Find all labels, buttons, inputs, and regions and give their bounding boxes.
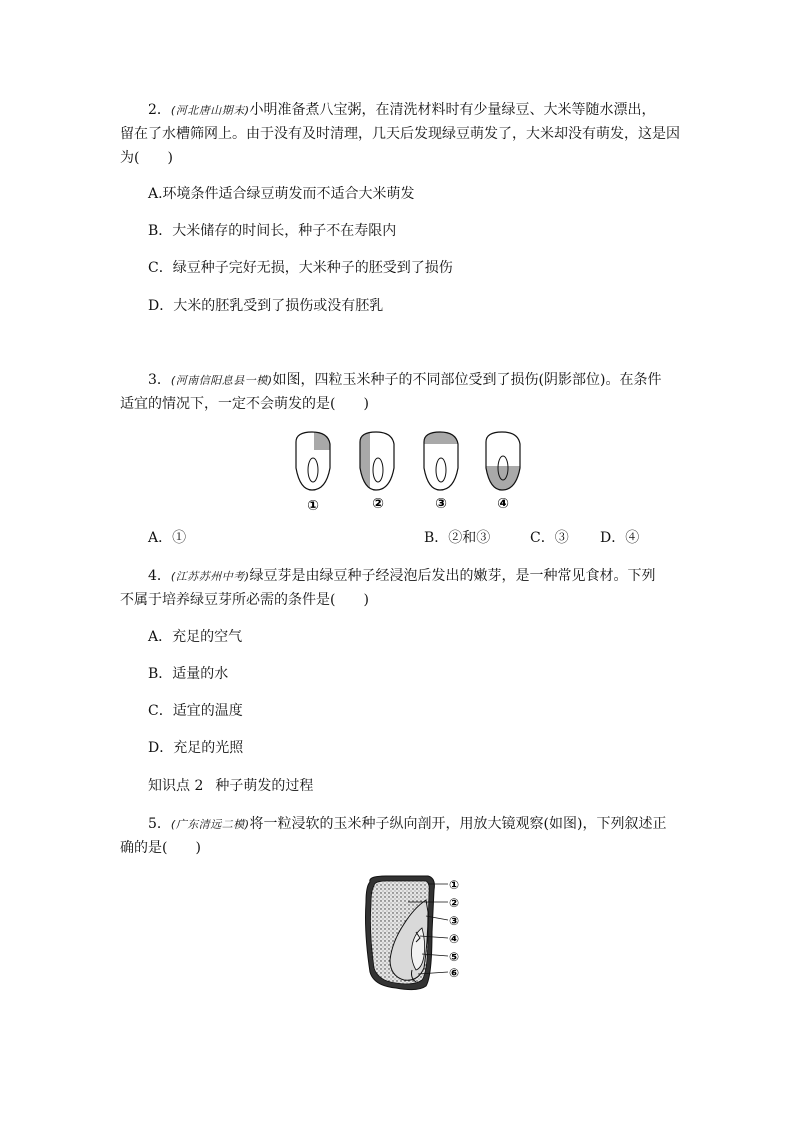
knowledge-point-title: 种子萌发的过程: [215, 778, 314, 794]
seed-label-1: ①: [307, 498, 319, 514]
diagram-label-5: ⑤: [449, 950, 460, 964]
q3-option-b: B．②和③: [424, 530, 491, 546]
q3-stem-2: 适宜的情况下，一定不会萌发的是( ): [120, 396, 369, 412]
q2-option-d: D．大米的胚乳受到了损伤或没有胚乳: [148, 298, 384, 314]
q5-line-1: [148, 814, 666, 835]
diagram-label-1: ①: [449, 878, 460, 892]
diagram-label-6: ⑥: [449, 966, 460, 980]
q3-source: (河南信阳息县一模): [170, 374, 273, 387]
corn-seed-1: [296, 428, 334, 490]
seed-label-4: ④: [497, 496, 509, 512]
q5-stem-1: 将一粒浸软的玉米种子纵向剖开，用放大镜观察(如图)，下列叙述正: [249, 816, 667, 832]
q3-option-a: A．①: [148, 530, 187, 546]
q5-stem-2: 确的是( ): [120, 840, 201, 856]
q3-option-d: D．④: [600, 530, 640, 546]
q2-source: (河北唐山期末): [170, 104, 250, 117]
q2-option-c: C．绿豆种子完好无损，大米种子的胚受到了损伤: [148, 260, 453, 276]
diagram-label-2: ②: [449, 896, 460, 910]
q3-number: 3．: [148, 372, 171, 388]
seed-label-2: ②: [372, 496, 384, 512]
diagram-label-3: ③: [449, 914, 460, 928]
corn-seed-3: [420, 428, 462, 490]
q4-option-d: D．充足的光照: [148, 740, 244, 756]
corn-seed-2: [356, 428, 394, 494]
q3-stem-1: 如图，四粒玉米种子的不同部位受到了损伤(阴影部位)。在条件: [272, 372, 662, 388]
knowledge-point-heading: [148, 776, 313, 796]
q4-option-b: B．适量的水: [148, 666, 229, 682]
q4-option-a: A．充足的空气: [148, 629, 243, 645]
q4-option-c: C．适宜的温度: [148, 703, 243, 719]
q2-option-a: A.环境条件适合绿豆萌发而不适合大米萌发: [148, 186, 415, 202]
q4-source: (江苏苏州中考): [170, 570, 250, 583]
corn-seeds-figure: [290, 428, 540, 516]
seed-label-3: ③: [435, 496, 447, 512]
q2-stem-2: 留在了水槽筛网上。由于没有及时清理，几天后发现绿豆萌发了，大米却没有萌发，这是因: [120, 126, 680, 142]
q2-line-1: [148, 100, 656, 121]
q3-option-c: C．③: [530, 530, 569, 546]
corn-seed-4: [482, 432, 524, 496]
q2-stem-1: 小明准备煮八宝粥，在清洗材料时有少量绿豆、大米等随水漂出，: [249, 102, 656, 118]
q2-option-b: B．大米储存的时间长，种子不在寿限内: [148, 223, 397, 239]
q5-source: (广东清远二模): [170, 818, 250, 831]
diagram-label-4: ④: [449, 932, 460, 946]
q2-stem-3: 为( ): [120, 150, 173, 166]
q4-line-1: [148, 566, 656, 587]
knowledge-point-label: 知识点 2: [148, 778, 204, 794]
q4-stem-2: 不属于培养绿豆芽所必需的条件是( ): [120, 592, 369, 608]
q4-stem-1: 绿豆芽是由绿豆种子经浸泡后发出的嫩芽，是一种常见食材。下列: [249, 568, 656, 584]
q2-number: 2．: [148, 102, 171, 118]
q3-line-1: [148, 370, 661, 391]
q5-number: 5．: [148, 816, 171, 832]
corn-section-diagram: [356, 872, 466, 994]
q4-number: 4．: [148, 568, 171, 584]
